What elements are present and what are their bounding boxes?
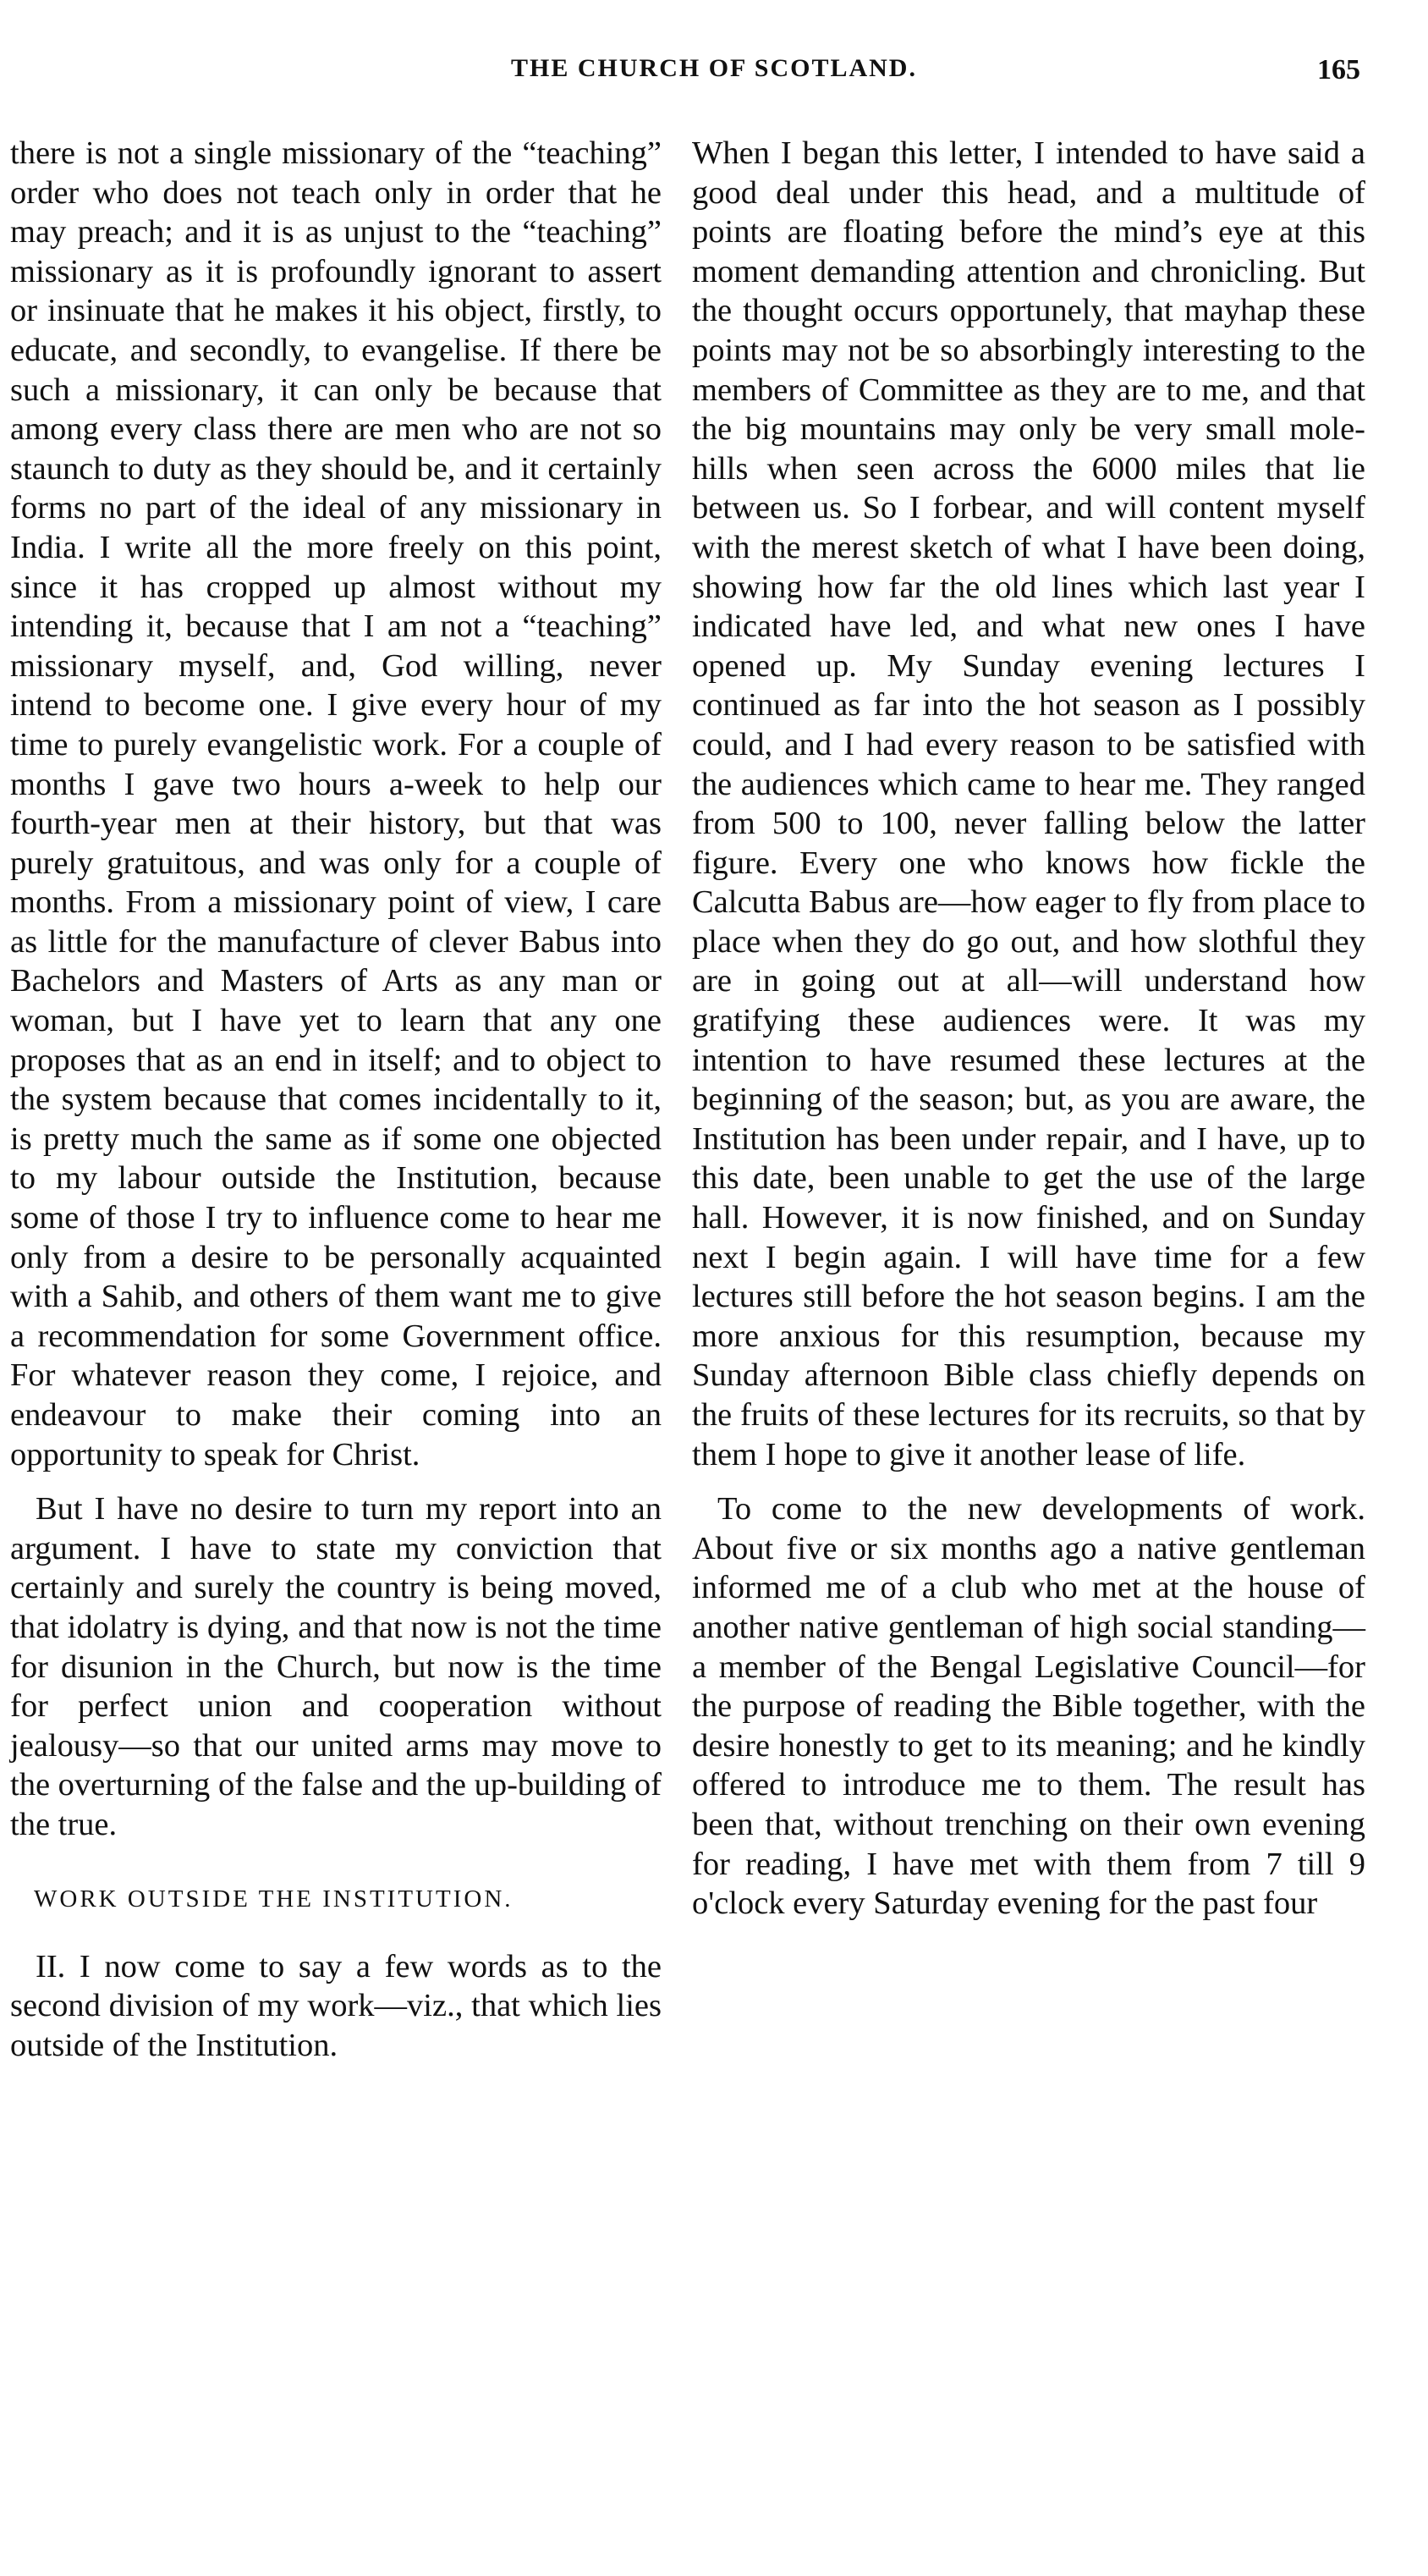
page-number: 165	[1317, 54, 1360, 85]
left-column	[10, 134, 662, 2503]
running-head	[0, 54, 1428, 96]
left-paragraph-3: II. I now come to say a few words as to the second division of my work—viz., that which lies outside of the Institution.	[10, 1948, 662, 2063]
running-title: THE CHURCH OF SCOTLAND.	[511, 54, 917, 82]
left-paragraph-2: But I have no desire to turn my report into an argument. I have to state my conviction that certainly and surely the country is being moved, that idolatry is dying, and that now is not the time for disunion in the Church, but now is the time for perfect union and cooperation without jealousy—so that our united arms may move to the overturning of the false and the up-building of the true.	[10, 1491, 662, 1842]
left-paragraph-1: there is not a single missionary of the “teaching” order who does not teach only in order that he may preach; and it is as unjust to the “teaching” missionary as it is profoundly ignorant to assert or insinuate that he makes it his object, firstly, to educate, and secondly, to evangelise. If there be such a missionary, it can only be because that among every class there are men who are not so staunch to duty as they should be, and it certainly forms no part of the ideal of any missionary in India. I write all the more freely on this point, since it has cropped up almost without my intending it, because that I am not a “teaching” missionary myself, and, God willing, never intend to become one. I give every hour of my time to purely evangelistic work. For a couple of months I gave two hours a-week to help our fourth-year men at their history, but that was purely gratuitous, and was only for a couple of months. From a missionary point of view, I care as little for the manufacture of clever Babus into Bachelors and Masters of Arts as any man or woman, but I have yet to learn that any one proposes that as an end in itself; and to object to the system because that comes incidentally to it, is pretty much the same as if some one objected to my labour outside the Institution, because some of those I try to influence come to hear me only from a desire to be personally acquainted with a Sahib, and others of them want me to give a recommendation for some Government office. For whatever reason they come, I rejoice, and endeavour to make their coming into an opportunity to speak for Christ.	[10, 135, 662, 1472]
section-heading: WORK OUTSIDE THE INSTITUTION.	[34, 1885, 514, 1913]
right-paragraph-2: To come to the new developments of work. About five or six months ago a native gentleman informed me of a club who met at the house of another native gentleman of high social standing—a member of the Bengal Legislative Council—for the purpose of reading the Bible together, with the desire honestly to get to its meaning; and he kindly offered to introduce me to them. The result has been that, without trenching on their own evening for reading, I have met with them from 7 till 9 o'clock every Saturday evening for the past four	[692, 1491, 1365, 1922]
right-column	[692, 134, 1365, 2503]
right-paragraph-1: When I began this letter, I intended to have said a good deal under this head, and a multitude of points are floating before the mind’s eye at this moment demanding attention and chronicling. But the thought occurs opportunely, that mayhap these points may not be so absorbingly interesting to the members of Committee as they are to me, and that the big mountains may only be very small mole-hills when seen across the 6000 miles that lie between us. So I forbear, and will content myself with the merest sketch of what I have been doing, showing how far the old lines which last year I indicated have led, and what new ones I have opened up. My Sunday evening lectures I continued as far into the hot season as I possibly could, and I had every reason to be satisfied with the audiences which came to hear me. They ranged from 500 to 100, never falling below the latter figure. Every one who knows how fickle the Calcutta Babus are—how eager to fly from place to place when they do go out, and how slothful they are in going out at all—will understand how gratifying these audiences were. It was my intention to have resumed these lectures at the beginning of the season; but, as you are aware, the Institution has been under repair, and I have, up to this date, been unable to get the use of the large hall. However, it is now finished, and on Sunday next I begin again. I will have time for a few lectures still before the hot season begins. I am the more anxious for this resumption, because my Sunday afternoon Bible class chiefly depends on the fruits of these lectures for its recruits, so that by them I hope to give it another lease of life.	[692, 135, 1365, 1472]
